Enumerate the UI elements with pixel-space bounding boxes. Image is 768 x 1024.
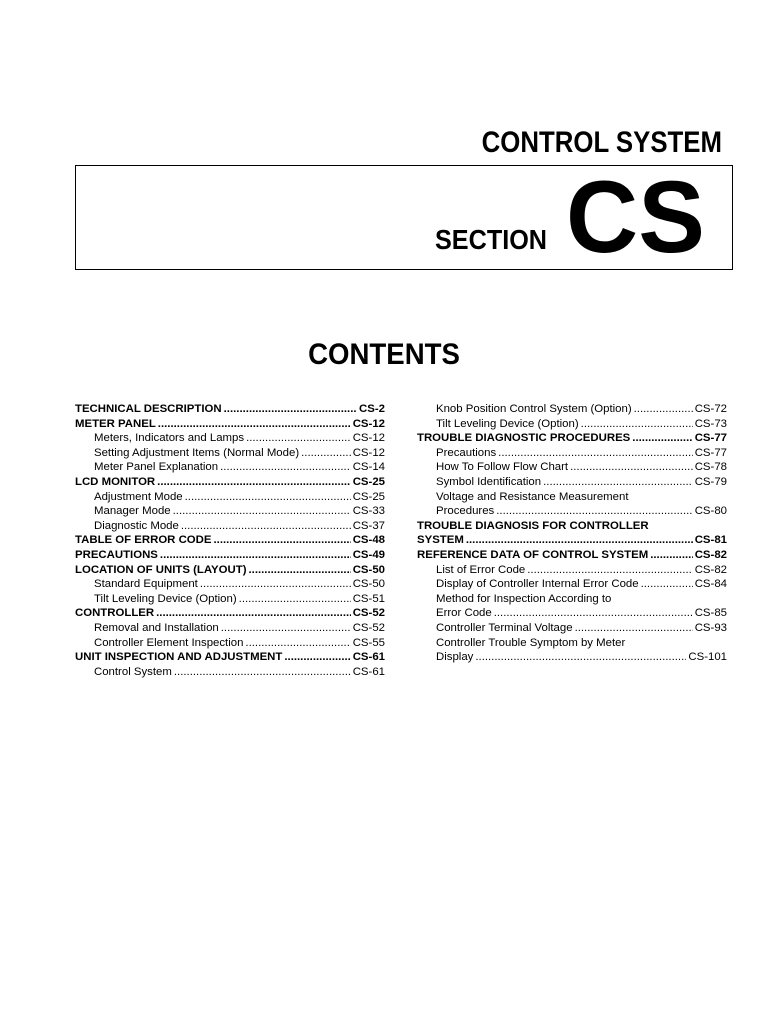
toc-entry-page: CS-61 (352, 665, 385, 678)
toc-entry-title: Procedures (436, 505, 495, 518)
toc-entry-page: CS-77 (694, 446, 727, 459)
toc-dot-leader (543, 475, 693, 490)
toc-entry-page: CS-51 (352, 592, 385, 605)
toc-entry[interactable] (417, 460, 727, 475)
toc-entry[interactable] (417, 417, 727, 432)
toc-entry[interactable] (417, 592, 727, 607)
toc-entry[interactable] (75, 460, 385, 475)
toc-entry-title: Setting Adjustment Items (Normal Mode) (94, 446, 300, 459)
section-code: CS (566, 160, 705, 274)
toc-dot-leader (466, 533, 693, 548)
toc-entry[interactable] (417, 490, 727, 505)
toc-entry[interactable] (75, 563, 385, 578)
toc-dot-leader (301, 446, 351, 461)
toc-entry[interactable] (417, 475, 727, 490)
toc-entry[interactable] (417, 533, 727, 548)
toc-dot-leader (575, 621, 693, 636)
toc-entry[interactable] (75, 446, 385, 461)
toc-entry-title: Meters, Indicators and Lamps (94, 432, 245, 445)
toc-entry[interactable] (75, 519, 385, 534)
toc-entry-title: Removal and Installation (94, 621, 219, 634)
toc-entry-title: Precautions (436, 446, 497, 459)
toc-entry-title: Meter Panel Explanation (94, 461, 219, 474)
toc-entry[interactable] (417, 431, 727, 446)
toc-entry-page: CS-78 (694, 461, 727, 474)
toc-entry-page: CS-14 (352, 461, 385, 474)
toc-entry[interactable] (75, 621, 385, 636)
toc-entry[interactable] (417, 606, 727, 621)
toc-dot-leader (181, 519, 351, 534)
toc-dot-leader (174, 665, 351, 680)
toc-entry-page: CS-25 (352, 475, 385, 488)
toc-dot-leader (284, 650, 350, 665)
toc-entry-page: CS-93 (694, 621, 727, 634)
toc-entry-title: LOCATION OF UNITS (LAYOUT) (75, 563, 247, 576)
toc-dot-leader (157, 475, 351, 490)
toc-entry-title: TROUBLE DIAGNOSIS FOR CONTROLLER (417, 519, 649, 532)
toc-entry-page: CS-101 (688, 651, 727, 664)
toc-entry[interactable] (75, 665, 385, 680)
toc-entry-title: Manager Mode (94, 505, 171, 518)
toc-entry[interactable] (75, 402, 385, 417)
toc-dot-leader (475, 650, 686, 665)
toc-entry[interactable] (417, 504, 727, 519)
toc-dot-leader (246, 431, 351, 446)
toc-entry-title: PRECAUTIONS (75, 548, 158, 561)
toc-entry[interactable] (75, 606, 385, 621)
toc-entry-page: CS-73 (694, 417, 727, 430)
toc-entry[interactable] (75, 577, 385, 592)
toc-dot-leader (632, 431, 692, 446)
toc-entry-title: TABLE OF ERROR CODE (75, 534, 212, 547)
toc-dot-leader (221, 621, 351, 636)
toc-dot-leader (496, 504, 692, 519)
toc-entry-title: Display of Controller Internal Error Code (436, 578, 639, 591)
toc-dot-leader (213, 533, 350, 548)
toc-entry-title: TECHNICAL DESCRIPTION (75, 403, 222, 415)
toc-entry[interactable] (75, 490, 385, 505)
toc-dot-leader (200, 577, 351, 592)
toc-dot-leader (185, 490, 351, 505)
toc-entry-page: CS-82 (694, 563, 727, 576)
toc-entry-page: CS-50 (352, 578, 385, 591)
toc-dot-leader (248, 563, 350, 578)
toc-entry-title: TROUBLE DIAGNOSTIC PROCEDURES (417, 432, 631, 445)
toc-dot-leader (581, 417, 693, 432)
toc-entry-title: Error Code (436, 607, 492, 620)
toc-entry-page: CS-52 (352, 607, 385, 620)
contents-title: CONTENTS (308, 338, 460, 371)
toc-entry[interactable] (75, 650, 385, 665)
toc-entry-page: CS-55 (352, 636, 385, 649)
toc-dot-leader (156, 606, 351, 621)
toc-entry-page: CS-33 (352, 505, 385, 518)
toc-entry-title: Tilt Leveling Device (Option) (436, 417, 579, 430)
toc-entry[interactable] (417, 563, 727, 578)
toc-entry-page: CS-61 (352, 651, 385, 664)
toc-dot-leader (158, 417, 351, 432)
toc-entry-page: CS-48 (352, 534, 385, 547)
toc-entry[interactable] (417, 519, 727, 534)
toc-entry-page: CS-2 (359, 403, 385, 415)
toc-entry-page: CS-77 (694, 432, 727, 445)
toc-entry-page: CS-12 (352, 432, 385, 445)
toc-entry-title: Controller Element Inspection (94, 636, 244, 649)
toc-entry-title: SYSTEM (417, 534, 464, 547)
toc-entry-page: CS-12 (352, 417, 385, 430)
toc-dot-leader (494, 606, 693, 621)
toc-entry[interactable] (75, 504, 385, 519)
toc-entry[interactable] (75, 548, 385, 563)
toc-entry[interactable] (75, 592, 385, 607)
toc-entry[interactable] (417, 636, 727, 651)
toc-entry[interactable] (75, 636, 385, 651)
toc-entry[interactable] (417, 548, 727, 563)
toc-entry-title: LCD MONITOR (75, 475, 156, 488)
toc-entry-page: CS-50 (352, 563, 385, 576)
toc-entry[interactable] (75, 475, 385, 490)
toc-entry[interactable] (417, 650, 727, 665)
toc-entry-page: CS-82 (694, 548, 727, 561)
toc-entry-title: Control System (94, 665, 172, 678)
toc-dot-leader (220, 460, 351, 475)
toc-right-column (417, 402, 727, 665)
toc-dot-leader (239, 592, 351, 607)
toc-dot-leader (173, 504, 351, 519)
toc-entry[interactable] (417, 446, 727, 461)
toc-entry-page: CS-12 (352, 446, 385, 459)
toc-entry[interactable] (417, 577, 727, 592)
toc-dot-leader (641, 577, 693, 592)
toc-entry-page: CS-79 (694, 475, 727, 488)
toc-entry-title: Voltage and Resistance Measurement (436, 490, 629, 503)
toc-entry-title: METER PANEL (75, 417, 156, 430)
toc-dot-leader (498, 446, 693, 461)
toc-entry-page: CS-37 (352, 519, 385, 532)
toc-dot-leader (634, 402, 693, 417)
toc-entry-title: List of Error Code (436, 563, 526, 576)
toc-entry-page: CS-52 (352, 621, 385, 634)
toc-entry-title: Display (436, 651, 474, 664)
section-label: SECTION (435, 224, 548, 255)
toc-entry-title: Diagnostic Mode (94, 519, 179, 532)
toc-entry-title: Method for Inspection According to (436, 592, 612, 605)
toc-entry-title: Adjustment Mode (94, 490, 183, 503)
toc-entry[interactable] (417, 621, 727, 636)
toc-entry-title: Knob Position Control System (Option) (436, 403, 632, 415)
toc-dot-leader (570, 460, 693, 475)
toc-entry[interactable] (75, 417, 385, 432)
toc-entry-title: How To Follow Flow Chart (436, 461, 569, 474)
toc-dot-leader (650, 548, 693, 563)
toc-dot-leader (245, 636, 350, 651)
toc-entry-page: CS-49 (352, 548, 385, 561)
section-title: CONTROL SYSTEM (481, 126, 722, 159)
toc-entry[interactable] (417, 402, 727, 417)
toc-entry-title: Standard Equipment (94, 578, 198, 591)
toc-dot-leader (160, 548, 351, 563)
toc-entry-title: UNIT INSPECTION AND ADJUSTMENT (75, 651, 283, 664)
toc-entry-title: Controller Terminal Voltage (436, 621, 573, 634)
toc-entry-page: CS-25 (352, 490, 385, 503)
toc-entry[interactable] (75, 431, 385, 446)
toc-entry[interactable] (75, 533, 385, 548)
toc-entry-title: CONTROLLER (75, 607, 155, 620)
toc-entry-page: CS-84 (694, 578, 727, 591)
toc-entry-title: Tilt Leveling Device (Option) (94, 592, 237, 605)
toc-entry-page: CS-81 (694, 534, 727, 547)
toc-dot-leader (224, 402, 357, 417)
toc-entry-title: Symbol Identification (436, 475, 542, 488)
toc-left-column (75, 402, 385, 679)
toc-entry-page: CS-72 (694, 403, 727, 415)
toc-dot-leader (527, 563, 692, 578)
toc-entry-page: CS-85 (694, 607, 727, 620)
toc-entry-page: CS-80 (694, 505, 727, 518)
toc-entry-title: Controller Trouble Symptom by Meter (436, 636, 626, 649)
toc-entry-title: REFERENCE DATA OF CONTROL SYSTEM (417, 548, 649, 561)
